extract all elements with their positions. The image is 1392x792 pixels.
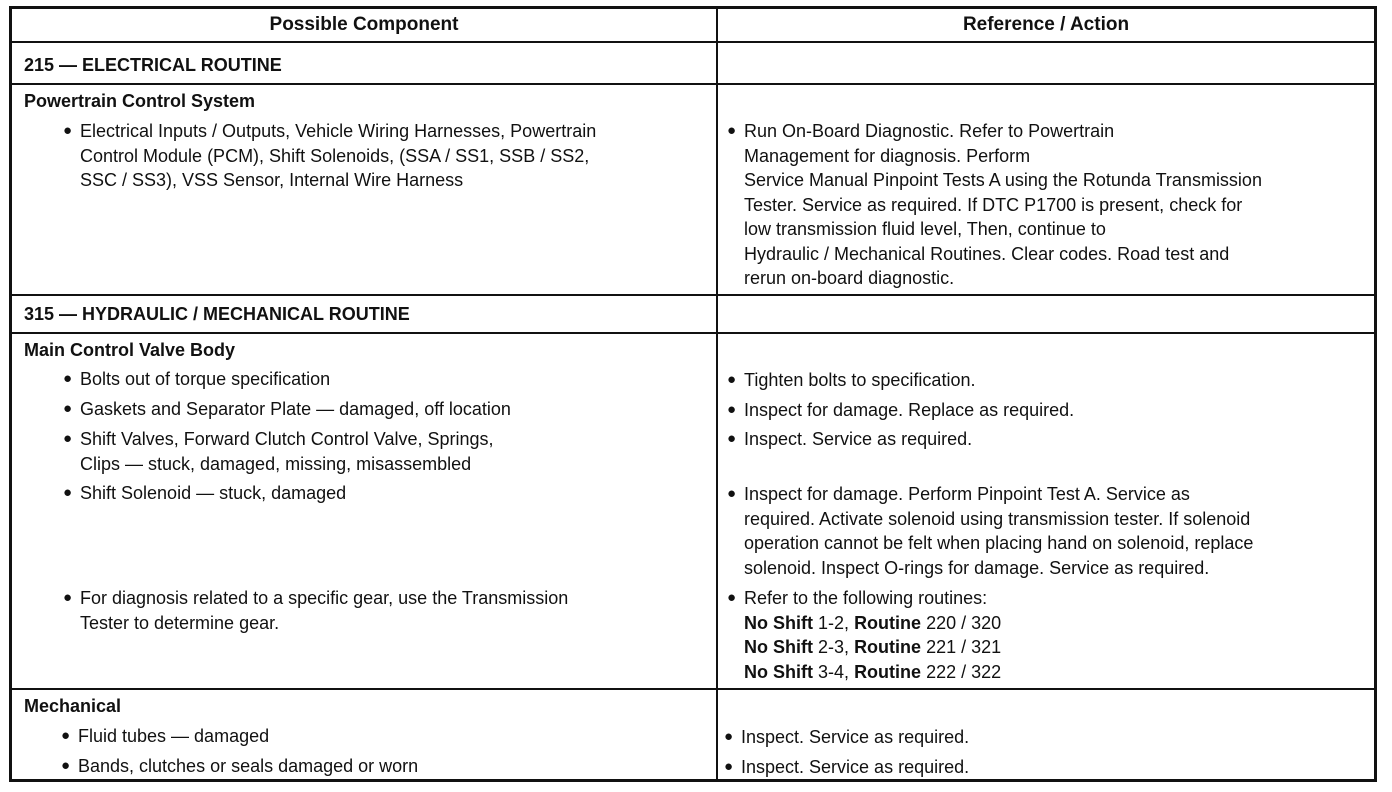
component-text: Shift Solenoid — stuck, damaged (80, 483, 347, 503)
electrical-action-text: Run On-Board Diagnostic. Refer to Powertrain Management for diagnosis. Perform Service Manual Pinpoint Tests A using the Rotunda Transmission Tester. Service as required. If DTC P1700 is present, check for low transmission fluid level, Then, continue to Hydraulic / Mechanical Routines. Clear codes. Road test and rerun on-board diagnostic. (744, 121, 1262, 288)
header-possible-component: Possible Component (269, 14, 459, 35)
bullet-icon: ● (724, 728, 734, 745)
bullet-icon: ● (63, 589, 73, 606)
component-text: For diagnosis related to a specific gear, use the Transmission Tester to determine gear. (80, 588, 569, 633)
main-control-valve-body-heading: Main Control Valve Body (24, 340, 236, 360)
action-text: Inspect for damage. Perform Pinpoint Test A. Service as required. Activate solenoid using transmission tester. If solenoid operation cannot be felt when placing hand on solenoid, replace solenoid. Inspect O-rings for damage. Service as required. (744, 484, 1254, 578)
powertrain-control-system-heading: Powertrain Control System (24, 91, 256, 111)
bullet-icon: ● (63, 430, 73, 447)
bullet-icon: ● (63, 370, 73, 387)
routine-215-title: 215 — ELECTRICAL ROUTINE (24, 55, 282, 75)
bullet-icon: ● (63, 122, 73, 139)
action-text: Inspect. Service as required. (741, 727, 970, 747)
row-divider (9, 332, 1377, 334)
routine-ref: No Shift 2-3, Routine 221 / 321 (744, 637, 1002, 657)
row-divider (9, 83, 1377, 85)
header-divider (9, 41, 1377, 43)
component-text: Shift Valves, Forward Clutch Control Valve, Springs, Clips — stuck, damaged, missing, misassembled (80, 429, 494, 474)
bullet-icon: ● (727, 371, 737, 388)
component-text: Fluid tubes — damaged (78, 726, 270, 746)
routine-ref: No Shift 3-4, Routine 222 / 322 (744, 661, 1002, 682)
action-text: Refer to the following routines: No Shift 1-2, Routine 220 / 320 No Shift 2-3, Routine 221 / 321 No Shift 3-4, Routine 222 / 322 (744, 586, 1001, 684)
column-divider (716, 6, 718, 782)
bullet-icon: ● (727, 122, 737, 139)
bullet-icon: ● (727, 430, 737, 447)
bullet-icon: ● (61, 757, 71, 774)
header-reference-action: Reference / Action (962, 14, 1130, 35)
mechanical-heading: Mechanical (24, 696, 122, 716)
bullet-icon: ● (727, 401, 737, 418)
row-divider (9, 688, 1377, 690)
action-text: Inspect. Service as required. (744, 429, 973, 449)
component-text: Bands, clutches or seals damaged or worn (78, 756, 419, 776)
bullet-icon: ● (61, 727, 71, 744)
component-text: Bolts out of torque specification (80, 369, 331, 389)
row-divider (9, 294, 1377, 296)
bullet-icon: ● (724, 758, 734, 775)
action-text: Tighten bolts to specification. (744, 370, 976, 390)
electrical-component-text: Electrical Inputs / Outputs, Vehicle Wiring Harnesses, Powertrain Control Module (PCM), Shift Solenoids, (SSA / SS1, SSB / SS2, SSC / SS3), VSS Sensor, Internal Wire Harness (80, 121, 597, 190)
bullet-icon: ● (727, 589, 737, 606)
action-text: Inspect. Service as required. (741, 757, 970, 777)
action-text: Inspect for damage. Replace as required. (744, 400, 1075, 420)
routine-ref: No Shift 1-2, Routine 220 / 320 (744, 612, 1002, 633)
bullet-icon: ● (63, 400, 73, 417)
component-text: Gaskets and Separator Plate — damaged, off location (80, 399, 511, 419)
bullet-icon: ● (727, 485, 737, 502)
bullet-icon: ● (63, 484, 73, 501)
routine-315-title: 315 — HYDRAULIC / MECHANICAL ROUTINE (24, 304, 410, 324)
